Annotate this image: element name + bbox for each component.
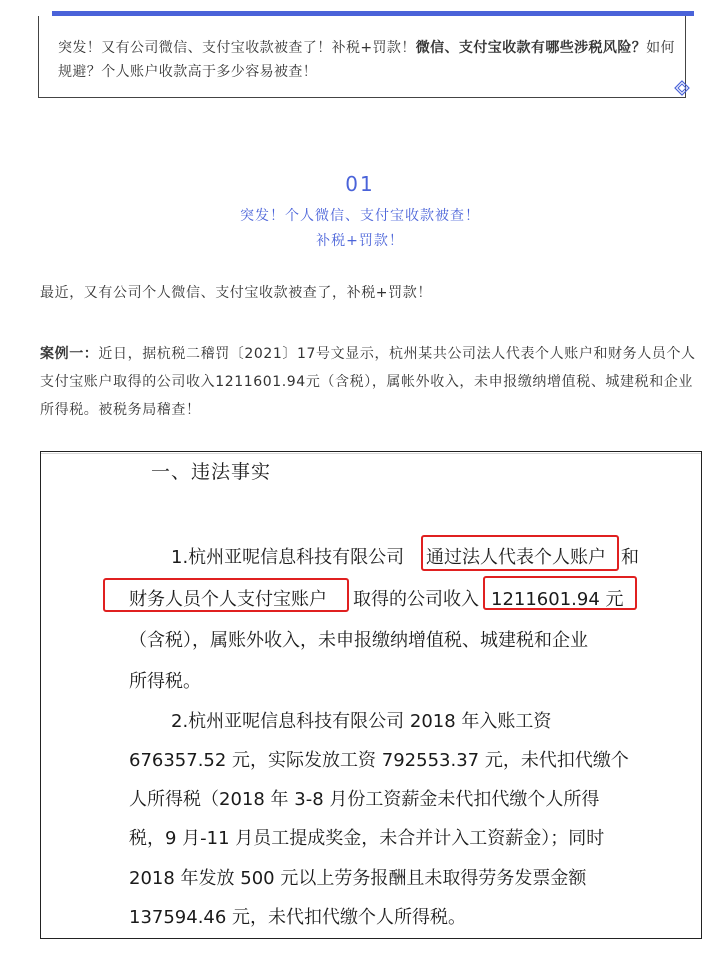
intro-text xyxy=(58,36,678,84)
doc-item1-mid: 取得的公司收入 xyxy=(353,589,479,610)
doc-item2-line-5: 2018 年发放 500 元以上劳务报酬且未取得劳务发票金额 xyxy=(129,868,587,889)
intro-text-a: 突发！又有公司微信、支付宝收款被查了！补税+罚款！ xyxy=(58,40,416,56)
intro-text-c: 如何规避？个人账户收款高于多少容易被查！ xyxy=(58,40,675,80)
doc-item1-highlight-3: 1211601.94 元 xyxy=(491,589,624,610)
document-heading: 一、违法事实 xyxy=(151,461,272,483)
doc-item1-highlight-2: 财务人员个人支付宝账户 xyxy=(129,589,327,610)
doc-item1-highlight-1: 通过法人代表个人账户 xyxy=(426,547,606,568)
paragraph-2 xyxy=(40,340,702,424)
paragraph-1: 最近，又有公司个人微信、支付宝收款被查了，补税+罚款！ xyxy=(40,285,432,301)
section-number: 01 xyxy=(345,172,375,196)
doc-item2-line-3: 人所得税（2018 年 3-8 月份工资薪金未代扣代缴个人所得 xyxy=(129,789,600,810)
doc-item2-line-1: 2.杭州亚呢信息科技有限公司 2018 年入账工资 xyxy=(171,711,552,732)
doc-item1-prefix: 1.杭州亚呢信息科技有限公司 xyxy=(171,547,405,568)
highlight-box xyxy=(483,576,637,610)
highlight-box xyxy=(103,578,349,612)
diamond-icon xyxy=(674,80,690,96)
scan-edge-line xyxy=(41,453,701,454)
intro-card xyxy=(38,16,686,98)
doc-item2-line-4: 税，9 月-11 月员工提成奖金，未合并计入工资薪金）；同时 xyxy=(129,828,605,849)
doc-item1-line-4: 所得税。 xyxy=(129,671,201,692)
section-subtitle-2: 补税+罚款！ xyxy=(316,233,404,249)
highlight-box xyxy=(421,535,619,571)
doc-item1-suffix: 和 xyxy=(621,547,639,568)
section-subtitle-1: 突发！个人微信、支付宝收款被查！ xyxy=(240,208,480,224)
case-text: 近日，据杭税二稽罚〔2021〕17号文显示，杭州某共公司法人代表个人账户和财务人员个人支付宝账户取得的公司收入1211601.94元（含税），属帐外收入，未申报缴纳增值税、城建税和企业所得税。被税务局稽查！ xyxy=(40,346,696,418)
document-image xyxy=(40,451,702,939)
doc-item1-line-3: （含税），属账外收入，未申报缴纳增值税、城建税和企业 xyxy=(129,630,588,651)
doc-item2-line-6: 137594.46 元，未代扣代缴个人所得税。 xyxy=(129,907,467,928)
intro-text-b: 微信、支付宝收款有哪些涉税风险？ xyxy=(415,40,647,56)
doc-item2-line-2: 676357.52 元，实际发放工资 792553.37 元，未代扣代缴个 xyxy=(129,750,629,771)
case-label: 案例一： xyxy=(40,346,99,362)
